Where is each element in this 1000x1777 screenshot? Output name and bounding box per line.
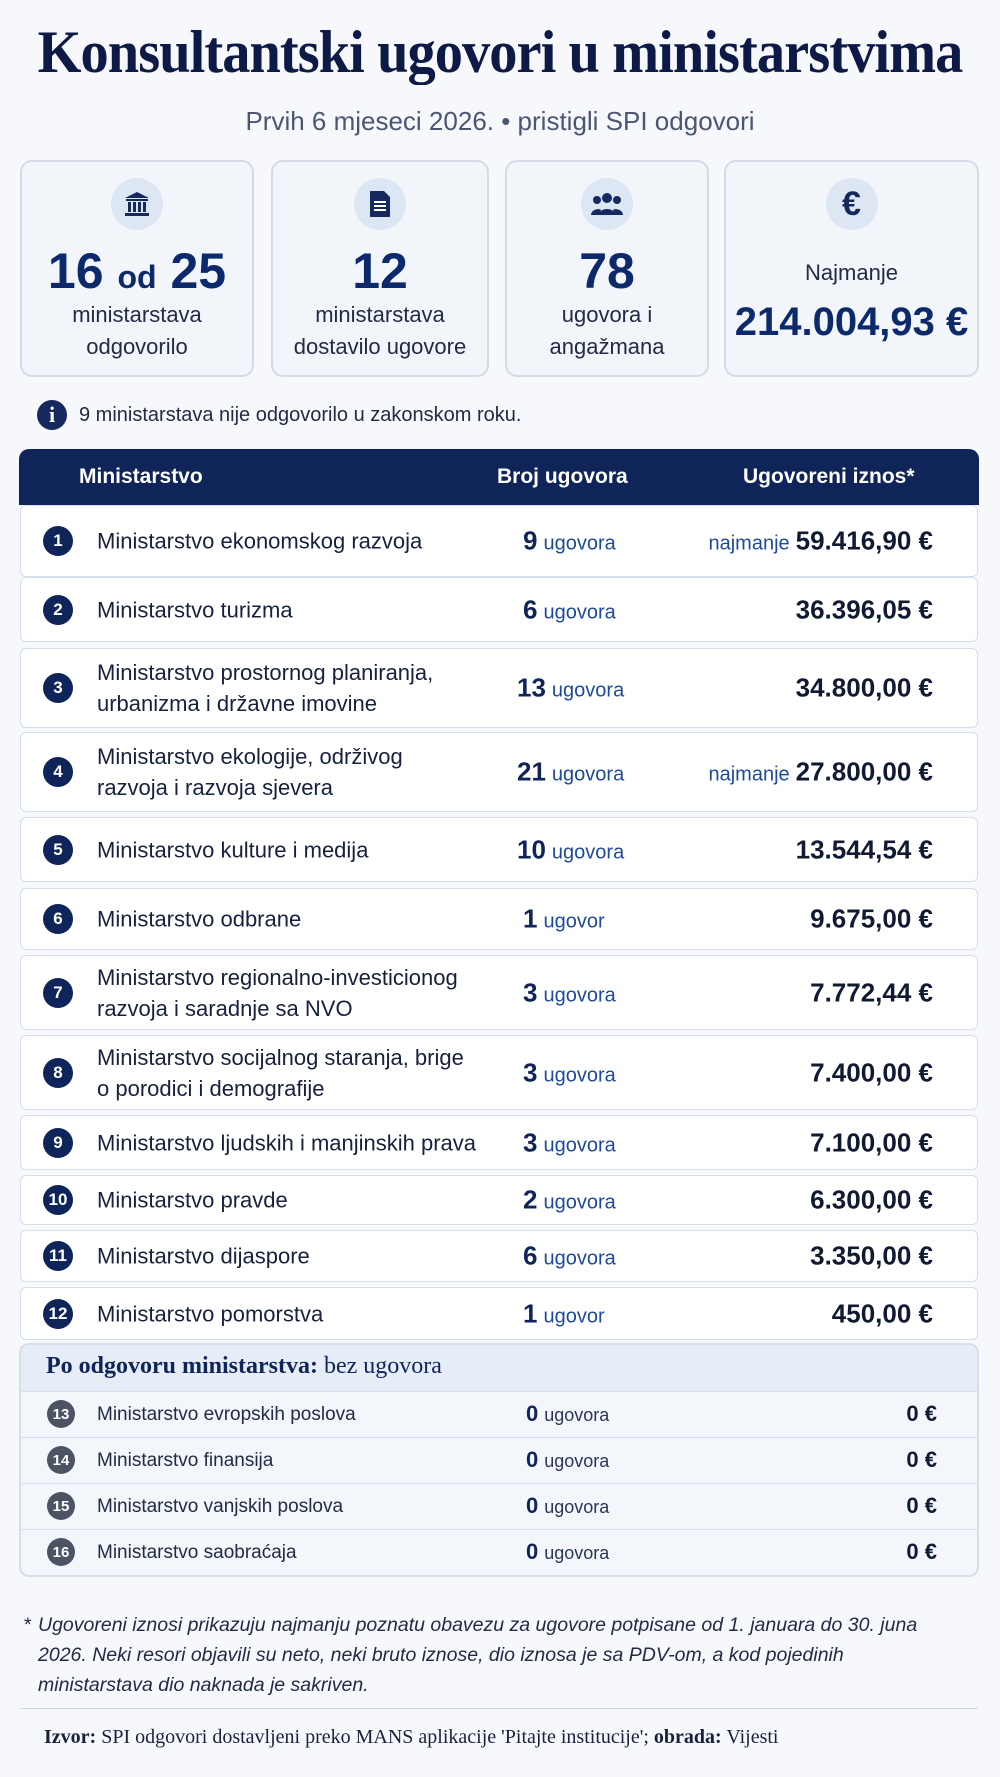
ministry-name: Ministarstvo odbrane <box>97 906 302 932</box>
table-row <box>20 505 978 577</box>
contract-count: 6 ugovora <box>523 594 616 624</box>
row-number-badge: 2 <box>43 595 73 625</box>
contract-count: 6 ugovora <box>523 1240 616 1271</box>
ministry-name: Ministarstvo dijaspore <box>97 1243 310 1269</box>
table-row <box>20 955 978 1030</box>
stat-value: 214.004,93 € <box>734 300 969 344</box>
contract-count: 21 ugovora <box>517 756 625 787</box>
contract-count: 9 ugovora <box>523 525 616 556</box>
row-number-badge: 13 <box>47 1400 75 1428</box>
col-count: Broj ugovora <box>497 465 628 488</box>
stat-card-contracts <box>505 160 709 377</box>
ministry-name: Ministarstvo pravde <box>97 1187 288 1213</box>
contract-amount: 0 € <box>906 1447 937 1472</box>
no-contract-row <box>21 1483 977 1529</box>
contract-amount: 6.300,00 € <box>810 1184 933 1215</box>
row-number-badge: 4 <box>43 757 73 787</box>
row-number-badge: 7 <box>43 978 73 1008</box>
stat-label: ugovora i angažmana <box>549 302 665 359</box>
row-number-badge: 1 <box>43 526 73 556</box>
building-icon <box>111 178 163 230</box>
ministry-name: Ministarstvo regionalno-investicionog razvoja i saradnje sa NVO <box>97 964 458 1021</box>
table-row <box>20 1287 978 1340</box>
contract-amount: 0 € <box>906 1539 937 1564</box>
row-number-badge: 3 <box>43 673 73 703</box>
stat-label: ministarstava dostavilo ugovore <box>293 302 467 359</box>
ministry-name: Ministarstvo saobraćaja <box>97 1542 297 1563</box>
no-contract-row <box>21 1437 977 1483</box>
row-number-badge: 5 <box>43 835 73 865</box>
euro-icon: € <box>826 178 878 230</box>
stat-card-delivered <box>271 160 489 377</box>
no-contract-row <box>21 1529 977 1575</box>
footnote: * Ugovoreni iznosi prikazuju najmanju poznatu obavezu za ugovore potpisane od 1. januara do 30. juna 2026. Neki resori objavili su neto, neki bruto iznose, dio iznosa je sa PDV-om, a kod pojedinih ministarstava dio naknada je sakriven. <box>24 1614 918 1696</box>
row-number-badge: 11 <box>43 1241 73 1271</box>
contract-count: 3 ugovora <box>523 977 616 1007</box>
stat-value: 12 <box>352 243 408 299</box>
row-number-badge: 10 <box>43 1185 73 1215</box>
col-ministry: Ministarstvo <box>79 465 203 488</box>
contract-amount: 34.800,00 € <box>795 672 933 703</box>
contract-amount: 0 € <box>906 1401 937 1426</box>
ministry-name: Ministarstvo turizma <box>97 597 293 622</box>
page-title: Konsultantski ugovori u ministarstvima <box>37 19 963 85</box>
contract-amount: 0 € <box>906 1493 937 1518</box>
source-line: Izvor: SPI odgovori dostavljeni preko MANS aplikacije 'Pitajte institucije'; obrada: Vijesti <box>44 1726 779 1748</box>
contract-amount: 36.396,05 € <box>795 594 933 624</box>
contract-count: 3 ugovora <box>523 1057 616 1087</box>
ministry-name: Ministarstvo finansija <box>97 1450 274 1471</box>
no-contracts-section <box>19 1343 979 1577</box>
table-row <box>20 1035 978 1110</box>
contract-amount: 7.772,44 € <box>810 977 933 1007</box>
ministry-name: Ministarstvo evropskih poslova <box>97 1404 356 1425</box>
row-number-badge: 9 <box>43 1128 73 1158</box>
row-number-badge: 16 <box>47 1538 75 1566</box>
table-row <box>20 577 978 642</box>
contract-count: 1 ugovor <box>523 903 605 934</box>
info-note-text: 9 ministarstava nije odgovorilo u zakonskom roku. <box>79 403 522 426</box>
table-row <box>20 888 978 950</box>
table-header <box>19 449 979 505</box>
page-subtitle: Prvih 6 mjeseci 2026. • pristigli SPI odgovori <box>245 106 755 136</box>
people-icon <box>581 178 633 230</box>
table-row <box>20 1230 978 1282</box>
stat-label: ministarstava odgovorilo <box>72 302 202 359</box>
no-contract-row <box>21 1391 977 1437</box>
contract-count: 1 ugovor <box>523 1298 605 1328</box>
contract-count: 3 ugovora <box>523 1127 616 1157</box>
contract-amount: najmanje 27.800,00 € <box>708 756 933 787</box>
ministry-name: Ministarstvo vanjskih poslova <box>97 1496 344 1517</box>
info-note <box>37 400 521 430</box>
ministry-name: Ministarstvo pomorstva <box>97 1301 324 1326</box>
contract-amount: 3.350,00 € <box>810 1240 933 1271</box>
stat-card-amount <box>724 160 979 377</box>
ministry-name: Ministarstvo ekonomskog razvoja <box>97 528 423 554</box>
contract-amount: 13.544,54 € <box>795 834 933 864</box>
section-title: Po odgovoru ministarstva: bez ugovora <box>21 1345 977 1391</box>
contract-count: 0 ugovora <box>526 1539 610 1564</box>
contract-count: 0 ugovora <box>526 1401 610 1426</box>
row-number-badge: 8 <box>43 1058 73 1088</box>
contract-count: 0 ugovora <box>526 1447 610 1472</box>
stat-label: Najmanje <box>805 260 898 285</box>
ministry-name: Ministarstvo socijalnog staranja, brige o porodici i demografije <box>97 1044 464 1101</box>
row-number-badge: 15 <box>47 1492 75 1520</box>
table-row <box>20 1175 978 1225</box>
stat-value: 16 od 25 <box>47 243 227 299</box>
row-number-badge: 6 <box>43 904 73 934</box>
stat-card-responded <box>20 160 254 377</box>
row-number-badge: 14 <box>47 1446 75 1474</box>
stat-value: 78 <box>579 243 635 299</box>
table-row <box>20 732 978 812</box>
ministry-name: Ministarstvo kulture i medija <box>97 837 369 862</box>
contract-count: 13 ugovora <box>517 672 625 703</box>
ministry-name: Ministarstvo ljudskih i manjinskih prava <box>97 1130 477 1155</box>
document-icon <box>354 178 406 230</box>
table-row <box>20 1115 978 1170</box>
contract-amount: najmanje 59.416,90 € <box>708 525 933 556</box>
contract-amount: 9.675,00 € <box>810 903 933 934</box>
row-number-badge: 12 <box>43 1299 73 1329</box>
ministry-name: Ministarstvo ekologije, održivog razvoja i razvoja sjevera <box>97 744 403 800</box>
divider <box>20 1708 978 1709</box>
table-row <box>20 817 978 882</box>
contract-count: 2 ugovora <box>523 1184 616 1215</box>
contract-amount: 7.100,00 € <box>810 1127 933 1157</box>
ministry-name: Ministarstvo prostornog planiranja, urbanizma i državne imovine <box>97 660 434 716</box>
contract-count: 10 ugovora <box>517 834 625 864</box>
contract-amount: 450,00 € <box>831 1298 933 1328</box>
col-amount: Ugovoreni iznos* <box>743 465 915 488</box>
contract-amount: 7.400,00 € <box>810 1057 933 1087</box>
info-icon: i <box>37 400 67 430</box>
contract-count: 0 ugovora <box>526 1493 610 1518</box>
table-row <box>20 648 978 728</box>
